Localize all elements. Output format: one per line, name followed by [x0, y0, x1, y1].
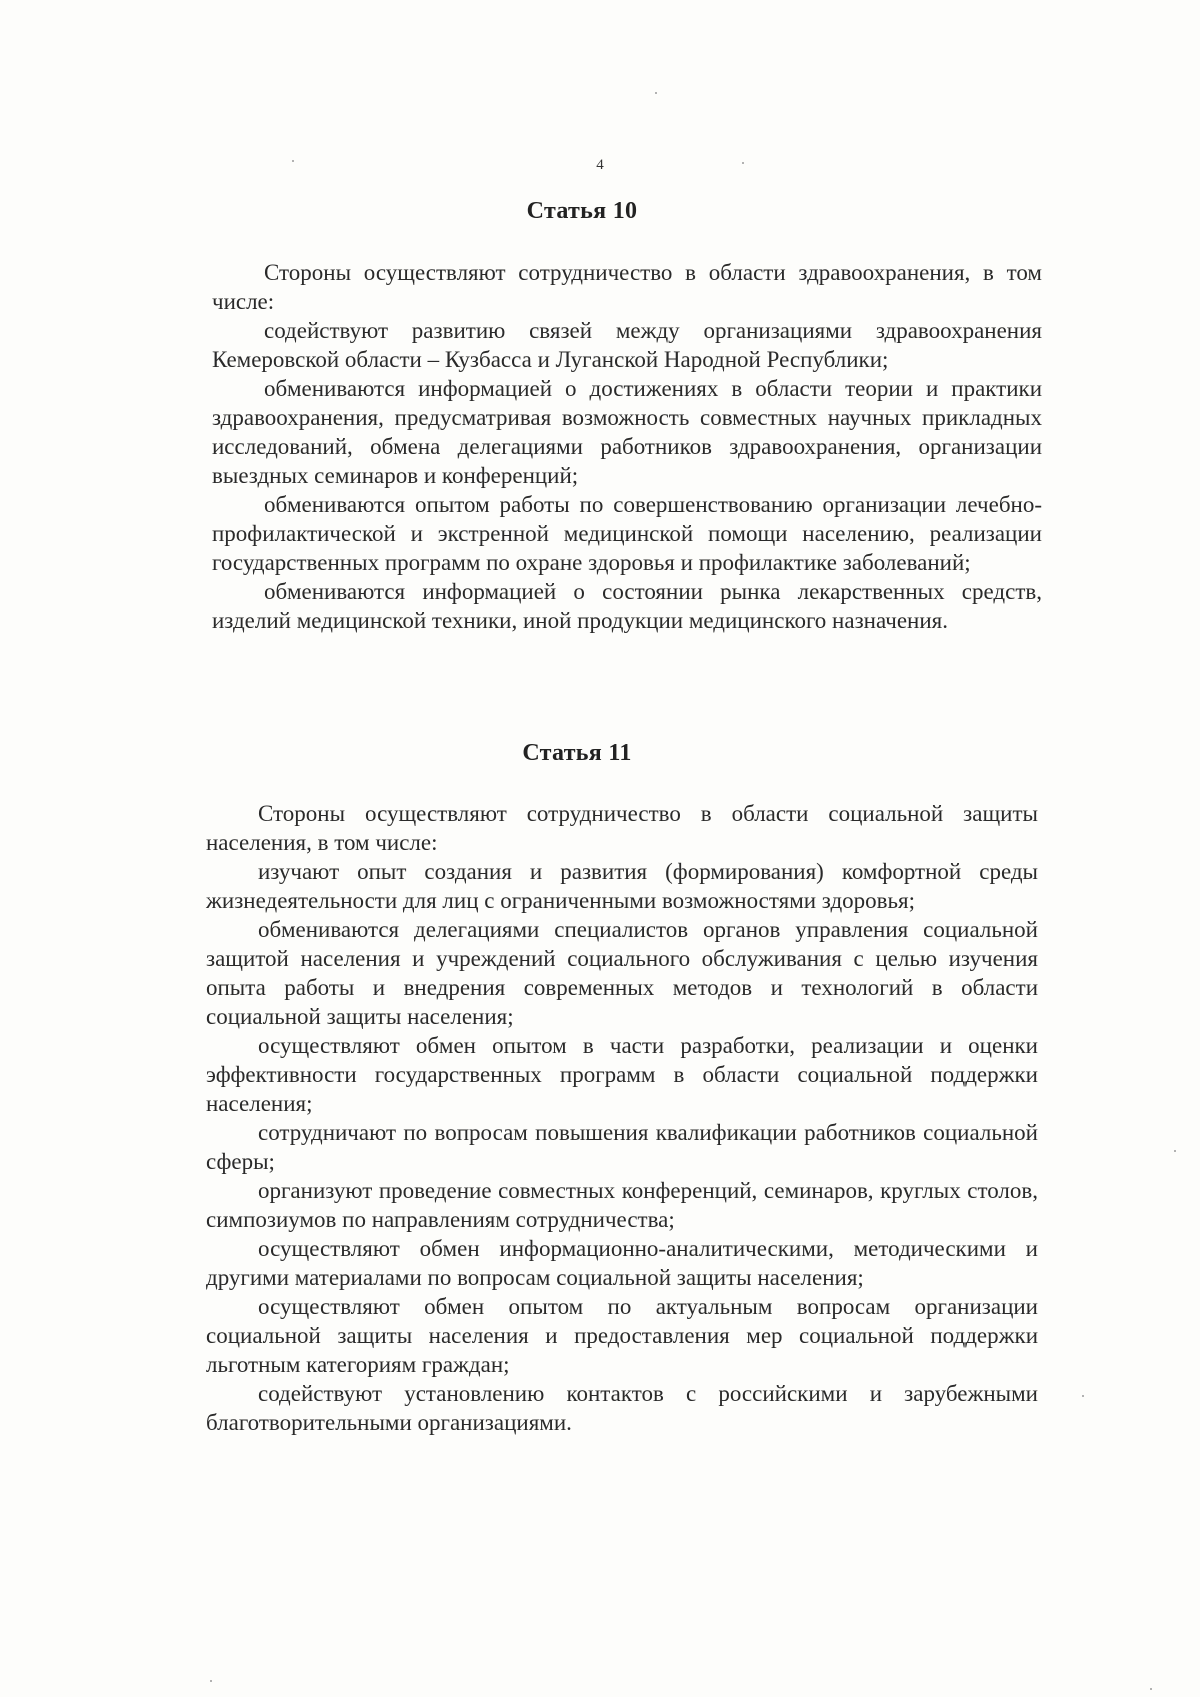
scan-speck	[1082, 1395, 1084, 1397]
scan-speck	[210, 1680, 212, 1682]
scan-speck	[1150, 1688, 1152, 1690]
article-11-paragraph: осуществляют обмен информационно-аналитическими, методическими и другими материалами по вопросам социальной защиты населения;	[206, 1236, 1038, 1290]
scan-speck	[655, 92, 657, 94]
page-number: 4	[596, 157, 604, 173]
article-11-paragraph: Стороны осуществляют сотрудничество в области социальной защиты населения, в том числе:	[206, 801, 1038, 855]
article-10-paragraph: обмениваются информацией о состоянии рынка лекарственных средств, изделий медицинской техники, иной продукции медицинского назначения.	[212, 579, 1042, 633]
article-11-paragraph: сотрудничают по вопросам повышения квалификации работников социальной сферы;	[206, 1120, 1038, 1174]
article-10-paragraph: обмениваются информацией о достижениях в области теории и практики здравоохранения, предусматривая возможность совместных научных прикладных исследований, обмена делегациями работников здравоохранения, организации выездных семинаров и конференций;	[212, 376, 1042, 488]
scan-speck	[292, 160, 294, 162]
article-11-title: Статья 11	[522, 740, 632, 766]
article-11-paragraph: осуществляют обмен опытом в части разработки, реализации и оценки эффективности государственных программ в области социальной поддержки населения;	[206, 1033, 1038, 1116]
scan-speck	[742, 162, 744, 164]
article-11-paragraph: изучают опыт создания и развития (формирования) комфортной среды жизнедеятельности для лиц с ограниченными возможностями здоровья;	[206, 859, 1038, 913]
article-11-body	[206, 799, 1038, 1437]
article-10-paragraph: содействуют развитию связей между организациями здравоохранения Кемеровской области – Кузбасса и Луганской Народной Республики;	[212, 318, 1042, 372]
article-10-title: Статья 10	[526, 198, 638, 224]
article-10-paragraph: Стороны осуществляют сотрудничество в области здравоохранения, в том числе:	[212, 260, 1042, 314]
scan-speck	[1174, 1150, 1176, 1152]
article-11-paragraph: осуществляют обмен опытом по актуальным вопросам организации социальной защиты населения и предоставления мер социальной поддержки льготным категориям граждан;	[206, 1294, 1038, 1377]
article-11-paragraph: обмениваются делегациями специалистов органов управления социальной защитой населения и учреждений социального обслуживания с целью изучения опыта работы и внедрения современных методов и технологий в области социальной защиты населения;	[206, 917, 1038, 1029]
article-11-paragraph: содействуют установлению контактов с российскими и зарубежными благотворительными организациями.	[206, 1381, 1038, 1435]
article-11-paragraph: организуют проведение совместных конференций, семинаров, круглых столов, симпозиумов по направлениям сотрудничества;	[206, 1178, 1038, 1232]
article-10-body	[212, 258, 1042, 635]
article-10-paragraph: обмениваются опытом работы по совершенствованию организации лечебно-профилактической и экстренной медицинской помощи населению, реализации государственных программ по охране здоровья и профилактике заболеваний;	[212, 492, 1042, 575]
